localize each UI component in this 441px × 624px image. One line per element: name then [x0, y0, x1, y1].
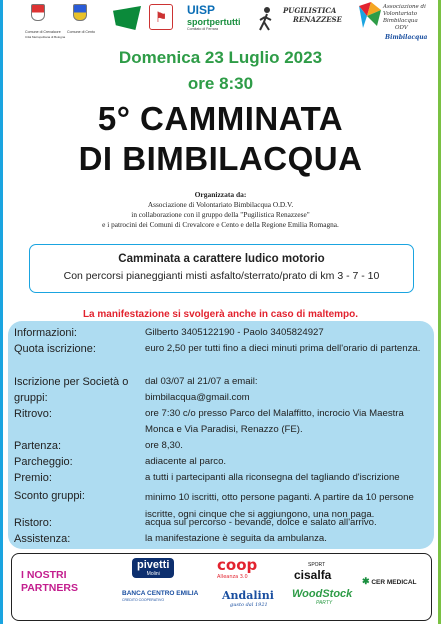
crevalcore-logo — [25, 4, 66, 39]
crevalcore-crest-icon — [31, 4, 45, 21]
partners-label: I NOSTRI PARTNERS — [21, 569, 78, 594]
info-value: la manifestazione è seguita da ambulanza. — [145, 533, 327, 544]
info-value: adiacente al parco. — [145, 456, 227, 467]
cer-medical-icon: ✱ — [362, 576, 370, 586]
weather-warning: La manifestazione si svolgerà anche in caso di maltempo. — [82, 309, 359, 320]
partner-banca-centro-emilia: BANCA CENTRO EMILIA CREDITO COOPERATIVO — [122, 590, 199, 602]
info-panel — [8, 321, 434, 549]
event-title-line1: 5° CAMMINATA — [97, 100, 344, 137]
event-date: Domenica 23 Luglio 2023 — [118, 48, 323, 67]
info-label: Assistenza: — [14, 533, 71, 545]
event-time: ore 8:30 — [187, 74, 254, 93]
partner-coop: coop Alleanza 3.0 — [217, 556, 258, 580]
emilia-romagna-icon — [113, 6, 141, 30]
info-value: minimo 10 iscritti, otto persone paganti. A partire da 10 persone iscritte, ogni cinque che si aggiungono, una non paga. — [145, 492, 414, 520]
organizers — [3, 190, 438, 230]
cento-crest-icon — [73, 4, 87, 21]
logos-row — [3, 0, 438, 48]
info-label: Iscrizione per Società o gruppi: — [14, 376, 129, 404]
flyer — [3, 0, 438, 624]
pugilistica-logo — [283, 6, 342, 24]
assoc-line4: ODV — [395, 25, 408, 31]
uisp-sub: sportpertutti — [187, 17, 241, 27]
assoc-line2: Volontariato — [383, 11, 418, 17]
partner-cisalfa: SPORT cisalfa — [294, 562, 332, 582]
info-label: Sconto gruppi: — [14, 490, 85, 502]
bimbilacqua-icon — [357, 2, 383, 32]
walk-type: Camminata a carattere ludico motorio — [118, 253, 325, 265]
pugilistica-name: PUGILISTICA — [283, 6, 337, 15]
partners-panel — [11, 553, 432, 621]
organizers-heading: Organizzata da: — [194, 190, 247, 199]
uisp-name: UISP — [187, 3, 216, 17]
info-value: a tutti i partecipanti alla riconsegna del tagliando d'iscrizione — [145, 472, 400, 483]
info-value: dal 03/07 al 21/07 a email: bimbilacqua@gmail.com — [145, 376, 258, 403]
walker-icon — [253, 6, 279, 32]
partner-woodstock: WoodStock PARTY — [292, 588, 353, 606]
info-label: Ristoro: — [14, 517, 52, 529]
runner-icon: ⚑ — [149, 4, 173, 30]
bimbilacqua-name: Bimbilacqua — [385, 34, 428, 41]
info-label: Premio: — [14, 472, 52, 484]
organizers-line2: in collaborazione con il gruppo della "Pugilistica Renazzese" — [131, 210, 310, 219]
uisp-logo — [187, 3, 241, 31]
event-title-line2: DI BIMBILACQUA — [78, 140, 363, 177]
crevalcore-subcaption: Città Metropolitana di Bologna — [25, 35, 66, 39]
walk-routes: Con percorsi pianeggianti misti asfalto/sterrato/prato di km 3 - 7 - 10 — [63, 270, 380, 282]
bimbilacqua-logo — [357, 2, 428, 41]
cento-caption: Comune di Cento — [67, 30, 95, 34]
info-label: Quota iscrizione: — [14, 343, 96, 355]
info-value: ore 7:30 c/o presso Parco del Malaffitto, incrocio Via Maestra Monca e Via Paradisi, Renazzo (FE). — [145, 408, 404, 435]
partner-pivetti: pivetti Molini — [132, 558, 174, 578]
info-value: euro 2,50 per tutti fino a dieci minuti prima dell'orario di partenza. — [145, 343, 421, 354]
info-value: ore 8,30. — [145, 440, 183, 451]
organizers-line3: e i patrocini dei Comuni di Crevalcore e Cento e della Regione Emilia Romagna. — [102, 220, 339, 229]
info-label: Parcheggio: — [14, 456, 73, 468]
walk-description-box — [29, 244, 414, 293]
runner-logo — [149, 4, 173, 30]
uisp-caption: Comitato di Ferrara — [187, 27, 218, 31]
walker-logo — [253, 6, 279, 37]
cento-logo — [67, 4, 95, 34]
info-label: Informazioni: — [14, 327, 77, 339]
partner-cer-medical: ✱ CER MEDICAL — [362, 576, 417, 586]
info-value: acqua sul percorso - bevande, dolce e salato all'arrivo. — [145, 517, 377, 528]
crevalcore-caption: Comune di Crevalcore — [25, 30, 61, 34]
info-value: Gilberto 3405122190 - Paolo 3405824927 — [145, 327, 324, 338]
pugilistica-sub: RENAZZESE — [293, 15, 342, 24]
assoc-line1: Associazione di — [383, 4, 426, 10]
bimbilacqua-caption — [383, 4, 438, 32]
info-label: Ritrovo: — [14, 408, 52, 420]
info-label: Partenza: — [14, 440, 62, 452]
organizers-line1: Associazione di Volontariato Bimbilacqua O.D.V. — [147, 200, 294, 209]
partner-andalini: Andalini gusto dal 1921 — [222, 589, 274, 608]
emilia-romagna-logo — [113, 6, 141, 30]
assoc-line3: Bimbilacqua — [383, 18, 418, 24]
